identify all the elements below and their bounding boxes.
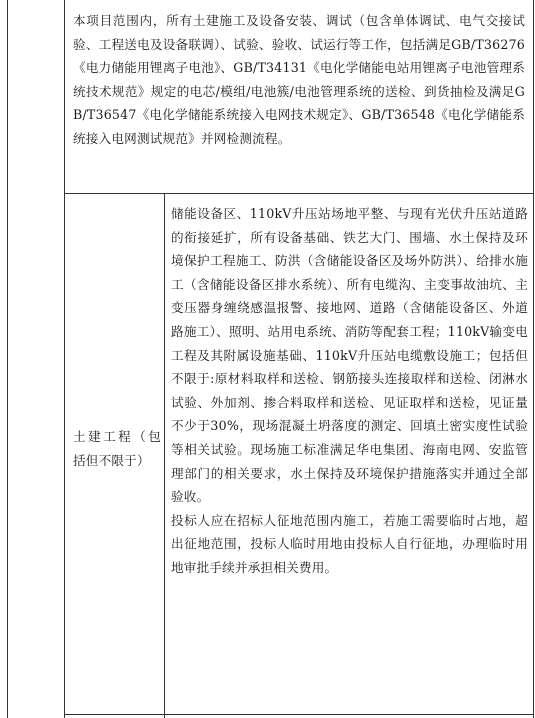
civil-works-content — [171, 202, 528, 580]
civil-works-paragraph-1: 储能设备区、110kV升压站场地平整、与现有光伏升压站道路的衔接延扩，所有设备基础、铁艺大门、围墙、水土保持及环境保护工程施工、防洪（含储能设备区及场外防洪）、给排水施工（含储能设备区排水系统）、所有电缆沟、主变事故油坑、主变压器身缠绕感温报警、接地网、道路（含储能设备区、外道路施工）、照明、站用电系统、消防等配套工程；110kV输变电工程及其附属设施基础、110kV升压站电缆敷设施工；包括但不限于:原材料取样和送检、钢筋接头连接取样和送检、闭淋水试验、外加剂、掺合料取样和送检、见证取样和送检，见证量不少于30%，现场混凝土坍落度的测定、回填土密实度性试验等相关试验。现场施工标准满足华电集团、海南电网、安监管理部门的相关要求，水土保持及环境保护措施落实并通过全部验收。 — [171, 206, 528, 505]
table-row-divider-1 — [64, 193, 534, 194]
table-border-col-2 — [164, 193, 165, 718]
scope-cell-text: 本项目范围内，所有土建施工及设备安装、调试（包含单体调试、电气交接试验、工程送电及设备联调）、试验、验收、试运行等工作，包括满足GB/T36276《电力储能用锂离子电池》、GB/T34131《电化学储能电站用锂离子电池管理系统技术规范》规定的电芯/模组/电池簇/电池管理系统的送检、到货抽检及满足GB/T36547《电化学储能系统接入电网技术规定》、GB/T36548《电化学储能系统接入电网测试规范》并网检测流程。 — [73, 13, 525, 146]
table-border-left-outer — [7, 0, 8, 718]
civil-works-label: 土建工程（包括但不限于） — [73, 429, 161, 468]
civil-works-paragraph-2: 投标人应在招标人征地范围内施工，若施工需要临时占地，超出征地范围，投标人临时用地由投标人自行征地，办理临时用地审批手续并承担相关费用。 — [171, 512, 528, 575]
table-border-col-1 — [64, 0, 65, 718]
table-border-right — [533, 0, 534, 718]
table-row-divider-2 — [64, 714, 534, 715]
